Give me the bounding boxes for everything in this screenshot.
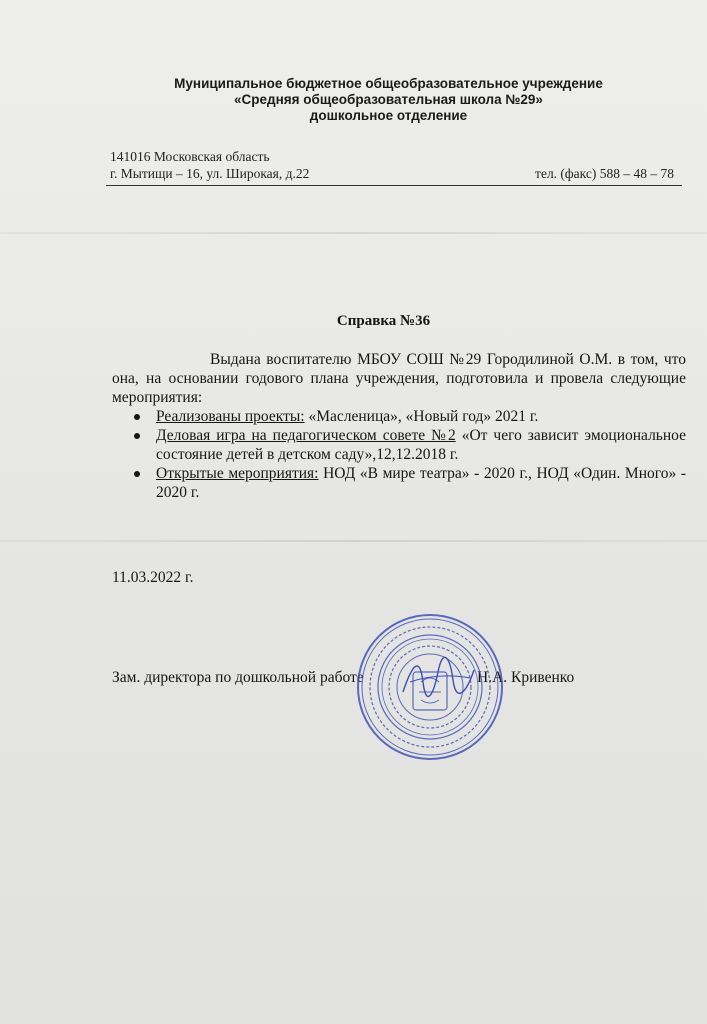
paper-fold xyxy=(0,232,707,234)
document-title: Справка №36 xyxy=(336,313,431,329)
institution-header xyxy=(0,76,707,124)
address-line-1: 141016 Московская область xyxy=(110,149,270,164)
list-item xyxy=(156,407,686,426)
handwritten-signature xyxy=(398,652,478,702)
item-text: «Масленица», «Новый год» 2021 г. xyxy=(304,408,539,425)
phone-fax: тел. (факс) 588 – 48 – 78 xyxy=(535,166,674,181)
paper-fold xyxy=(0,540,707,542)
item-label: Деловая игра на педагогическом совете №2 xyxy=(156,427,456,444)
activities-list xyxy=(112,407,686,502)
document-body xyxy=(112,350,686,502)
item-label: Открытые мероприятия: xyxy=(156,465,319,482)
signer-position: Зам. директора по дошкольной работе xyxy=(112,669,364,686)
list-item xyxy=(156,426,686,464)
header-line-3: дошкольное отделение xyxy=(309,108,468,123)
header-line-2: «Средняя общеобразовательная школа №29» xyxy=(234,92,543,107)
item-text: «От чего зависит эмоциональное состояние детей в детском саду»,12,12.2018 г. xyxy=(156,427,686,463)
header-line-1: Муниципальное бюджетное общеобразовательное учреждение xyxy=(174,76,603,91)
header-divider xyxy=(106,185,682,186)
issue-date: 11.03.2022 г. xyxy=(112,569,194,586)
item-label: Реализованы проекты: xyxy=(156,408,305,425)
item-text: НОД «В мире театра» - 2020 г., НОД «Один. Много» - 2020 г. xyxy=(156,465,686,501)
address-line-2: г. Мытищи – 16, ул. Широкая, д.22 xyxy=(110,166,310,181)
intro-paragraph: Выдана воспитателю МБОУ СОШ №29 Городилиной О.М. в том, что она, на основании годового плана учреждения, подготовила и провела следующие мероприятия: xyxy=(112,351,686,406)
list-item xyxy=(156,464,686,502)
address-block xyxy=(110,148,674,182)
signer-name: Н.А. Кривенко xyxy=(477,669,575,686)
